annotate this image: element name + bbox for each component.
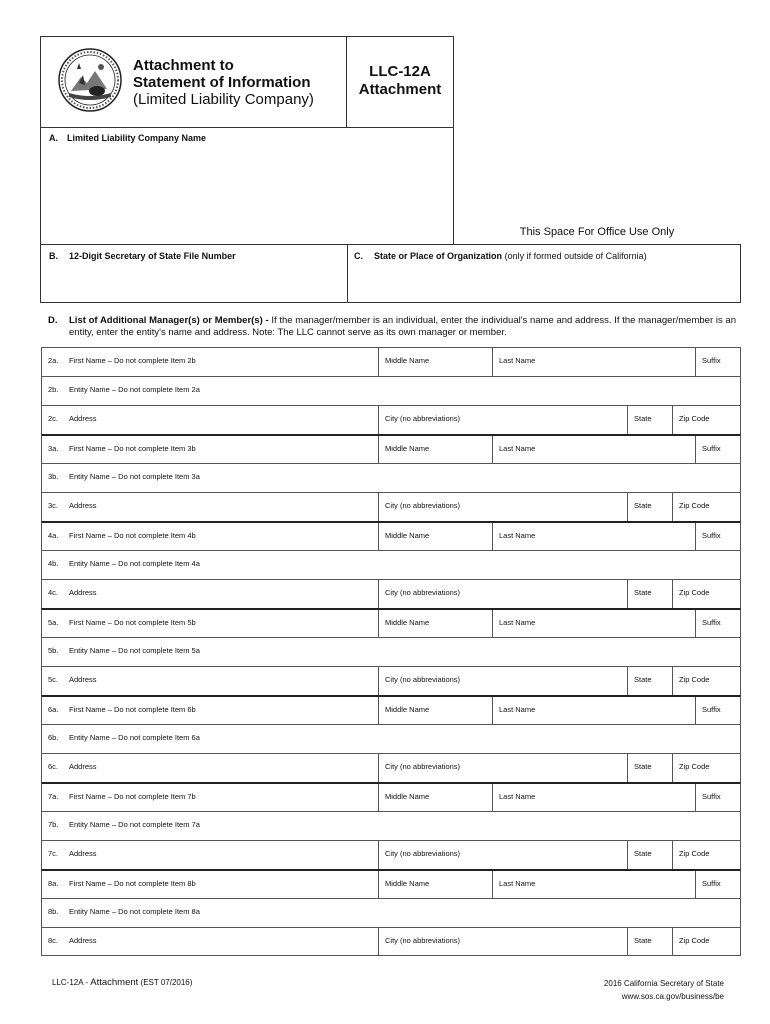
zip-code-label: Zip Code [679, 849, 710, 858]
item-number: 4c. [48, 588, 59, 597]
footer-word: Attachment [90, 977, 139, 988]
city-label: City (no abbreviations) [385, 675, 461, 684]
suffix-label: Suffix [702, 879, 721, 888]
state-field[interactable] [627, 754, 672, 782]
address-label: Address [69, 849, 97, 858]
suffix-label: Suffix [702, 531, 721, 540]
city-label: City (no abbreviations) [385, 414, 461, 423]
address-row [41, 405, 741, 434]
state-field[interactable] [627, 841, 672, 869]
entity-name-label: Entity Name – Do not complete Item 8a [69, 907, 200, 916]
entity-row [41, 637, 741, 666]
last-name-label: Last Name [499, 618, 536, 627]
city-field[interactable] [378, 754, 627, 782]
city-label: City (no abbreviations) [385, 501, 461, 510]
entity-row [41, 376, 741, 405]
form-id: LLC-12A [369, 63, 431, 80]
entity-name-label: Entity Name – Do not complete Item 7a [69, 820, 200, 829]
item-number: 3b. [48, 472, 59, 481]
first-name-field[interactable] [42, 436, 378, 463]
form-subtitle: Attachment [358, 81, 442, 98]
section-c-label: State or Place of Organization [374, 251, 503, 261]
file-number-field[interactable] [49, 251, 236, 261]
middle-name-label: Middle Name [385, 879, 430, 888]
section-d-instructions [48, 315, 736, 339]
first-name-label: First Name – Do not complete Item 7b [69, 792, 196, 801]
name-row [41, 521, 741, 550]
entity-row [41, 811, 741, 840]
last-name-label: Last Name [499, 531, 536, 540]
address-label: Address [69, 675, 97, 684]
address-field[interactable] [42, 493, 378, 521]
last-name-label: Last Name [499, 356, 536, 365]
item-number: 8b. [48, 907, 59, 916]
middle-name-field[interactable] [378, 523, 492, 550]
address-field[interactable] [42, 754, 378, 782]
first-name-label: First Name – Do not complete Item 4b [69, 531, 196, 540]
state-label: State [634, 675, 652, 684]
zip-code-label: Zip Code [679, 414, 710, 423]
item-number: 8a. [48, 879, 59, 888]
address-label: Address [69, 936, 97, 945]
entity-name-label: Entity Name – Do not complete Item 5a [69, 646, 200, 655]
state-field[interactable] [627, 928, 672, 955]
item-number: 7a. [48, 792, 59, 801]
footer-url: www.sos.ca.gov/business/be [621, 992, 724, 1001]
entity-name-label: Entity Name – Do not complete Item 2a [69, 385, 200, 394]
suffix-label: Suffix [702, 444, 721, 453]
first-name-label: First Name – Do not complete Item 3b [69, 444, 196, 453]
state-of-organization-field[interactable] [354, 251, 647, 261]
zip-code-label: Zip Code [679, 501, 710, 510]
middle-name-field[interactable] [378, 348, 492, 376]
address-row [41, 579, 741, 608]
address-row [41, 840, 741, 869]
address-field[interactable] [42, 580, 378, 608]
section-d-letter: D. [48, 315, 58, 326]
first-name-field[interactable] [42, 697, 378, 724]
section-b-letter: B. [49, 251, 58, 261]
first-name-label: First Name – Do not complete Item 6b [69, 705, 196, 714]
address-row [41, 492, 741, 521]
zip-code-field[interactable] [672, 841, 740, 869]
middle-name-field[interactable] [378, 697, 492, 724]
footer-code: LLC-12A - [52, 978, 91, 987]
entity-name-label: Entity Name – Do not complete Item 3a [69, 472, 200, 481]
item-number: 5c. [48, 675, 59, 684]
zip-code-label: Zip Code [679, 588, 710, 597]
middle-name-label: Middle Name [385, 705, 430, 714]
address-label: Address [69, 762, 97, 771]
last-name-label: Last Name [499, 879, 536, 888]
address-label: Address [69, 501, 97, 510]
section-a-letter: A. [49, 133, 58, 143]
section-c-letter: C. [354, 251, 363, 261]
zip-code-field[interactable] [672, 406, 740, 434]
state-field[interactable] [627, 406, 672, 434]
address-field[interactable] [42, 406, 378, 434]
office-use-note: This Space For Office Use Only [519, 226, 675, 238]
middle-name-label: Middle Name [385, 792, 430, 801]
footer-edition: (EST 07/2016) [138, 978, 193, 987]
address-label: Address [69, 414, 97, 423]
zip-code-label: Zip Code [679, 675, 710, 684]
form-header [40, 36, 454, 128]
suffix-field[interactable] [695, 436, 740, 463]
last-name-label: Last Name [499, 444, 536, 453]
first-name-field[interactable] [42, 523, 378, 550]
entity-name-label: Entity Name – Do not complete Item 4a [69, 559, 200, 568]
state-field[interactable] [627, 667, 672, 695]
address-field[interactable] [42, 928, 378, 955]
item-number: 2b. [48, 385, 59, 394]
suffix-label: Suffix [702, 618, 721, 627]
city-label: City (no abbreviations) [385, 936, 461, 945]
last-name-field[interactable] [492, 436, 695, 463]
item-number: 3a. [48, 444, 59, 453]
last-name-field[interactable] [492, 871, 695, 898]
section-c-note: (only if formed outside of California) [504, 251, 647, 261]
name-row [41, 695, 741, 724]
name-row [41, 782, 741, 811]
last-name-field[interactable] [492, 784, 695, 811]
section-bc [40, 244, 741, 303]
suffix-field[interactable] [695, 348, 740, 376]
address-row [41, 927, 741, 956]
managers-table [41, 347, 741, 956]
entity-name-field[interactable] [42, 725, 740, 753]
form-title-block [41, 37, 347, 127]
zip-code-field[interactable] [672, 493, 740, 521]
item-number: 2a. [48, 356, 59, 365]
footer-publisher [604, 977, 724, 1003]
section-d-heading: List of Additional Manager(s) or Member(s) - [69, 315, 269, 326]
item-number: 5a. [48, 618, 59, 627]
name-row [41, 434, 741, 463]
section-a-label: Limited Liability Company Name [67, 133, 207, 143]
section-d-text: If the manager/member is an individual, enter the individual's name and address. If the manager/member is an entity, enter the entity's name and address. Note: The LLC cannot serve as its own manager or member. [69, 315, 736, 338]
title-line-2: Statement of Information [133, 74, 311, 91]
last-name-field[interactable] [492, 610, 695, 637]
state-field[interactable] [627, 580, 672, 608]
city-field[interactable] [378, 928, 627, 955]
suffix-label: Suffix [702, 792, 721, 801]
form-id-block [347, 37, 453, 127]
state-label: State [634, 936, 652, 945]
middle-name-label: Middle Name [385, 356, 430, 365]
entity-name-field[interactable] [42, 464, 740, 492]
middle-name-label: Middle Name [385, 531, 430, 540]
city-label: City (no abbreviations) [385, 762, 461, 771]
name-row [41, 869, 741, 898]
footer-form-code [52, 977, 192, 988]
state-label: State [634, 414, 652, 423]
entity-name-field[interactable] [42, 377, 740, 405]
last-name-field[interactable] [492, 697, 695, 724]
entity-row [41, 898, 741, 927]
first-name-label: First Name – Do not complete Item 2b [69, 356, 196, 365]
state-label: State [634, 501, 652, 510]
suffix-field[interactable] [695, 784, 740, 811]
suffix-field[interactable] [695, 610, 740, 637]
city-field[interactable] [378, 493, 627, 521]
state-seal-icon [57, 47, 123, 113]
entity-name-field[interactable] [42, 551, 740, 579]
entity-name-field[interactable] [42, 812, 740, 840]
middle-name-field[interactable] [378, 436, 492, 463]
zip-code-field[interactable] [672, 667, 740, 695]
city-label: City (no abbreviations) [385, 849, 461, 858]
bc-divider [347, 245, 348, 302]
middle-name-label: Middle Name [385, 618, 430, 627]
last-name-label: Last Name [499, 705, 536, 714]
item-number: 7c. [48, 849, 59, 858]
suffix-label: Suffix [702, 705, 721, 714]
city-field[interactable] [378, 580, 627, 608]
suffix-label: Suffix [702, 356, 721, 365]
item-number: 4b. [48, 559, 59, 568]
city-field[interactable] [378, 667, 627, 695]
zip-code-field[interactable] [672, 580, 740, 608]
title-line-3: (Limited Liability Company) [133, 91, 314, 108]
suffix-field[interactable] [695, 871, 740, 898]
entity-row [41, 550, 741, 579]
city-field[interactable] [378, 406, 627, 434]
first-name-field[interactable] [42, 348, 378, 376]
city-label: City (no abbreviations) [385, 588, 461, 597]
zip-code-field[interactable] [672, 928, 740, 955]
zip-code-label: Zip Code [679, 936, 710, 945]
zip-code-field[interactable] [672, 754, 740, 782]
entity-name-field[interactable] [42, 899, 740, 927]
first-name-label: First Name – Do not complete Item 8b [69, 879, 196, 888]
title-line-1: Attachment to [133, 57, 234, 74]
entity-row [41, 463, 741, 492]
first-name-label: First Name – Do not complete Item 5b [69, 618, 196, 627]
middle-name-field[interactable] [378, 610, 492, 637]
address-field[interactable] [42, 841, 378, 869]
item-number: 2c. [48, 414, 59, 423]
item-number: 5b. [48, 646, 59, 655]
address-field[interactable] [42, 667, 378, 695]
zip-code-label: Zip Code [679, 762, 710, 771]
item-number: 3c. [48, 501, 59, 510]
entity-name-field[interactable] [42, 638, 740, 666]
name-row [41, 608, 741, 637]
state-label: State [634, 588, 652, 597]
middle-name-label: Middle Name [385, 444, 430, 453]
suffix-field[interactable] [695, 697, 740, 724]
item-number: 6a. [48, 705, 59, 714]
address-label: Address [69, 588, 97, 597]
section-b-label: 12-Digit Secretary of State File Number [69, 251, 236, 261]
state-label: State [634, 762, 652, 771]
last-name-field[interactable] [492, 348, 695, 376]
item-number: 4a. [48, 531, 59, 540]
first-name-field[interactable] [42, 871, 378, 898]
state-label: State [634, 849, 652, 858]
item-number: 8c. [48, 936, 59, 945]
state-field[interactable] [627, 493, 672, 521]
entity-row [41, 724, 741, 753]
first-name-field[interactable] [42, 784, 378, 811]
first-name-field[interactable] [42, 610, 378, 637]
middle-name-field[interactable] [378, 784, 492, 811]
item-number: 6c. [48, 762, 59, 771]
llc-name-field[interactable] [40, 127, 454, 245]
suffix-field[interactable] [695, 523, 740, 550]
address-row [41, 753, 741, 782]
footer-copyright: 2016 California Secretary of State [603, 979, 724, 988]
city-field[interactable] [378, 841, 627, 869]
entity-name-label: Entity Name – Do not complete Item 6a [69, 733, 200, 742]
name-row [41, 347, 741, 376]
item-number: 6b. [48, 733, 59, 742]
middle-name-field[interactable] [378, 871, 492, 898]
address-row [41, 666, 741, 695]
last-name-field[interactable] [492, 523, 695, 550]
last-name-label: Last Name [499, 792, 536, 801]
item-number: 7b. [48, 820, 59, 829]
